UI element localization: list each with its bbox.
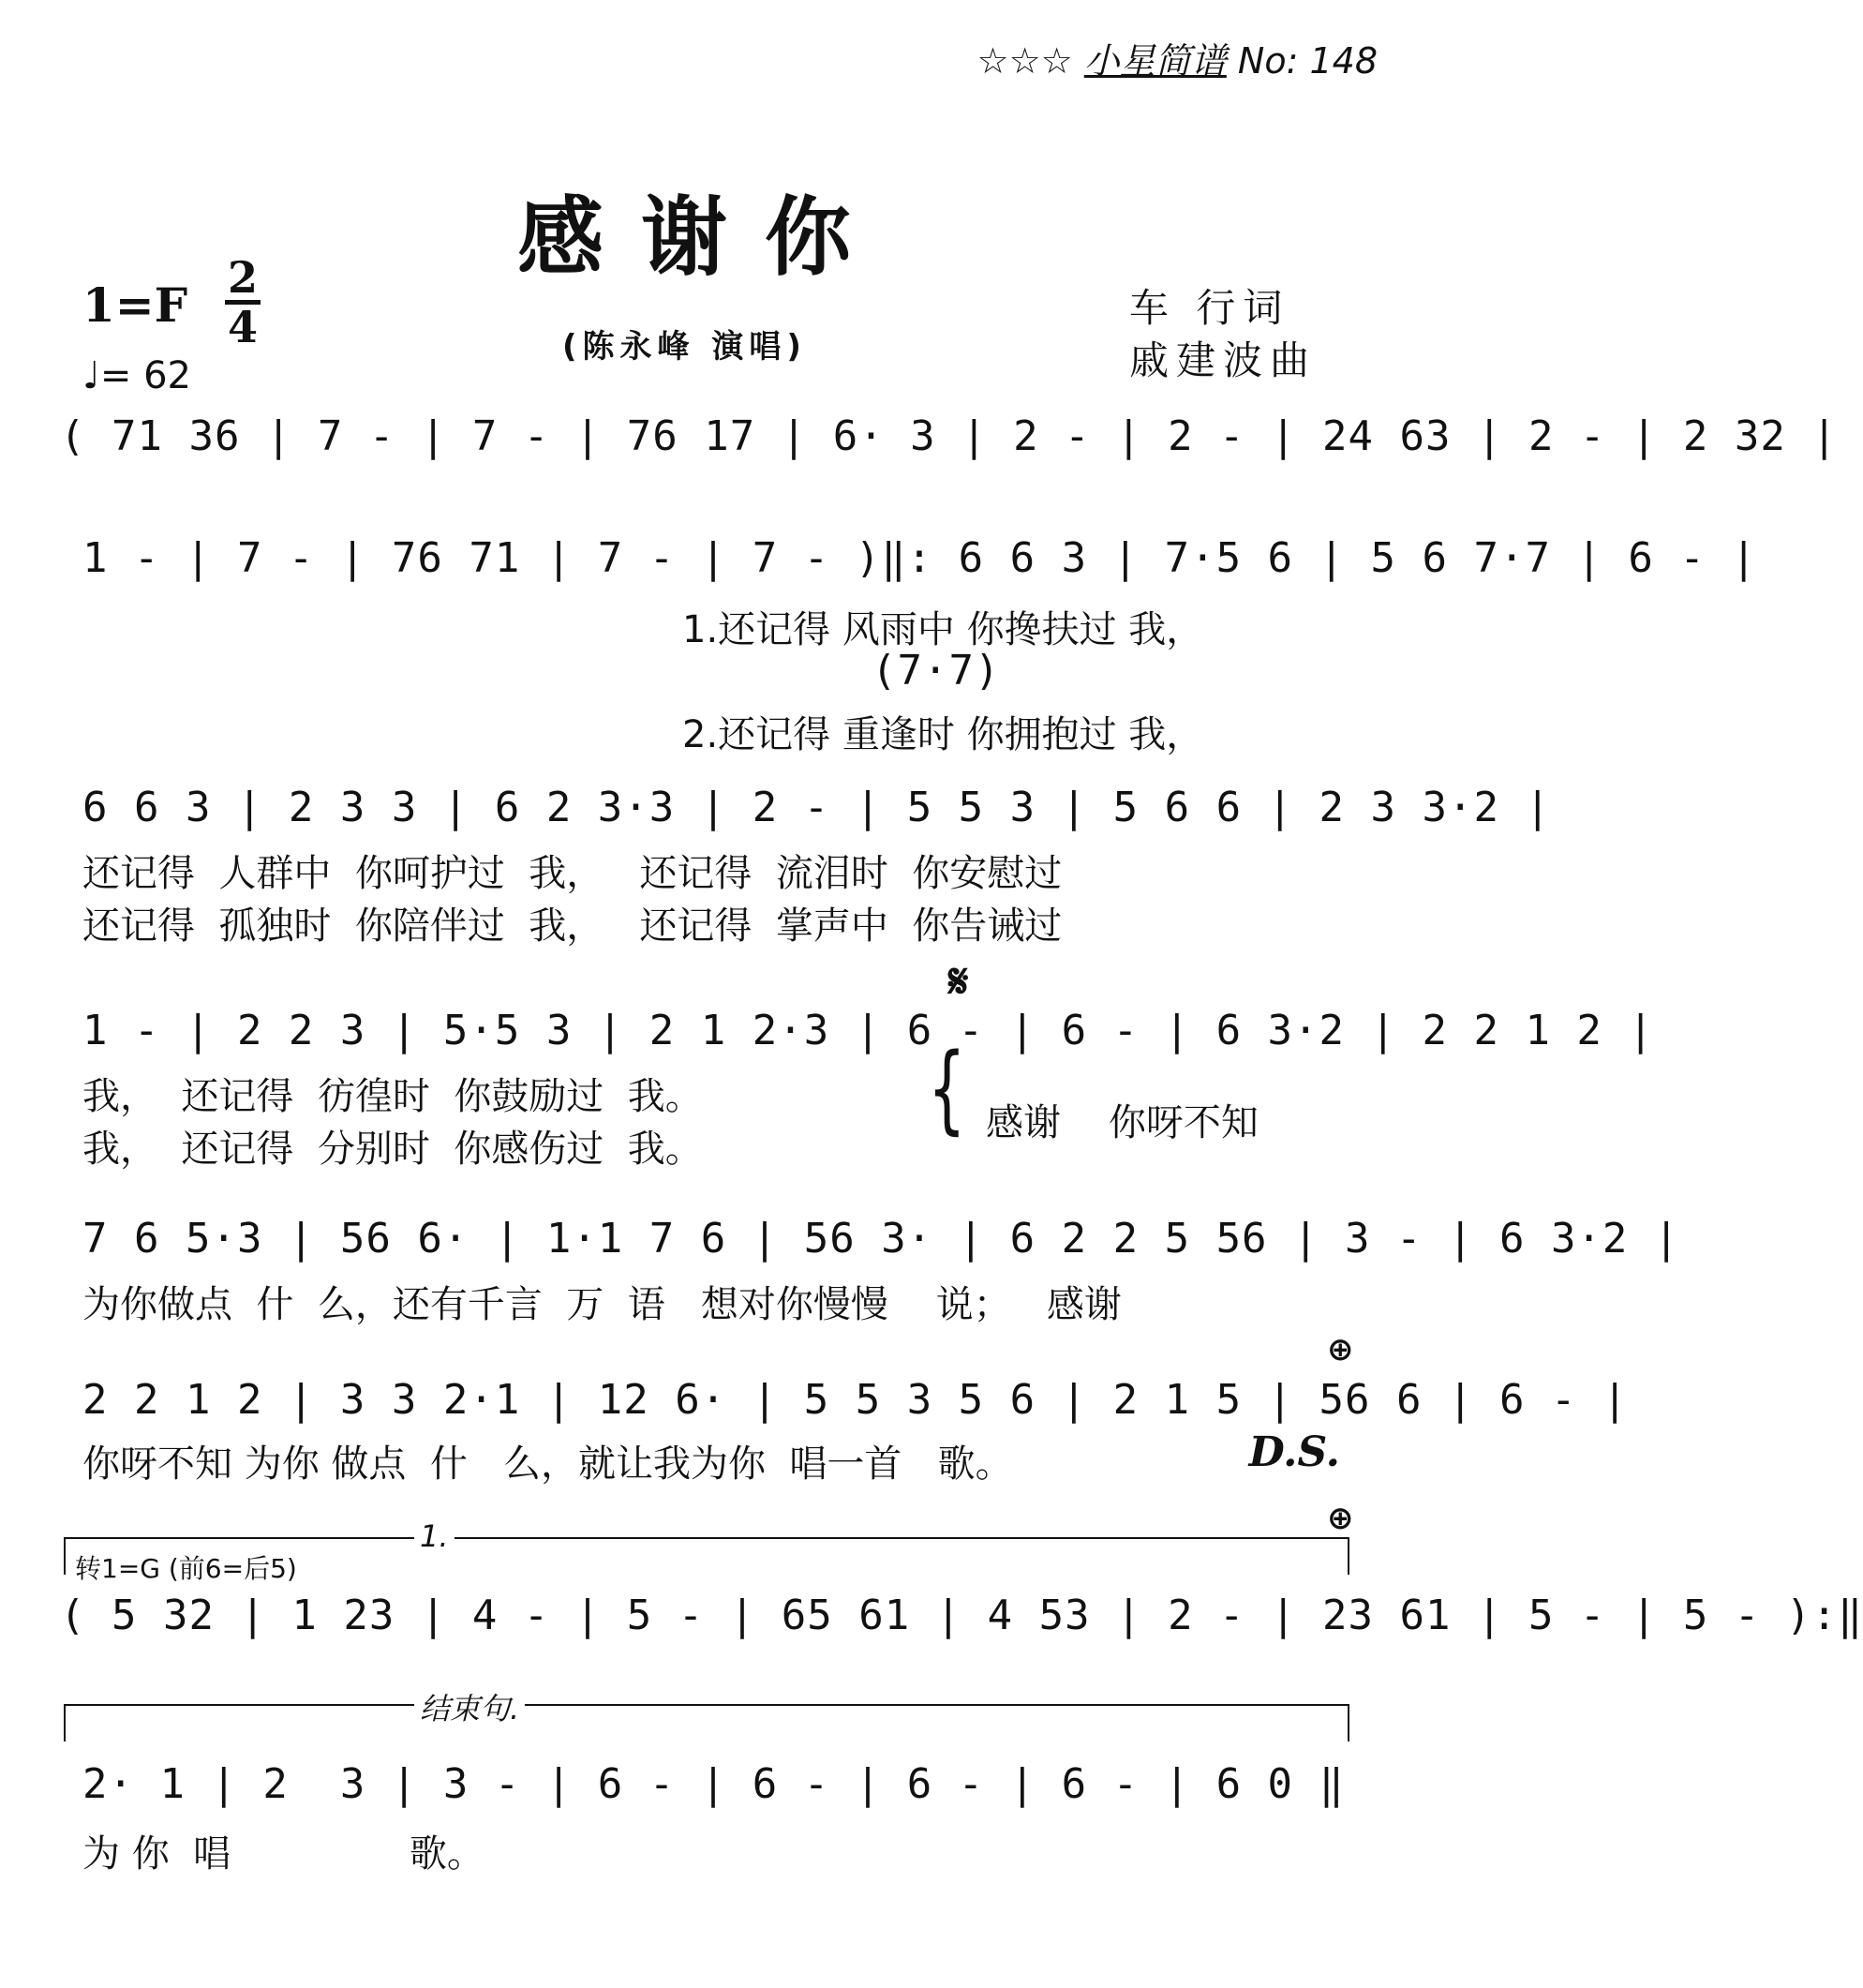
verse-1-lyric: 1.还记得 风雨中 你搀扶过 我，	[682, 608, 1204, 651]
ending-label: 结束句.	[414, 1685, 525, 1728]
volta-bracket-start	[64, 1537, 66, 1575]
coda-icon-2: ⊕	[1327, 1500, 1354, 1537]
tempo-marking	[82, 354, 191, 397]
ending-bracket-start	[64, 1704, 66, 1741]
score-line-2: 1 - | 7 - | 76 71 | 7 - | 7 - )‖: 6 6 3 | 7·5 6 | 5 6 7·7 | 6 - |	[82, 534, 1757, 582]
verse-2-lyric: 2.还记得 重逢时 你拥抱过 我，	[682, 713, 1204, 756]
score-line-5: 7 6 5·3 | 56 6· | 1·1 7 6 | 56 3· | 6 2 2 5 56 | 3 - | 6 3·2 |	[82, 1215, 1680, 1263]
volta-bracket-end	[1348, 1537, 1349, 1575]
line-6-lyric: 你呀不知 为你 做点 什 么，就让我为你 唱一首 歌。	[82, 1442, 1013, 1486]
time-signature	[225, 252, 261, 352]
dal-segno-marking: D.S.	[1248, 1428, 1340, 1476]
volta-number: 1.	[414, 1518, 455, 1554]
line-5-lyric: 为你做点 什 么，还有千言 万 语 想对你慢慢 说； 感谢	[82, 1283, 1122, 1326]
modulation-note: 转1=G (前6=后5)	[75, 1553, 297, 1584]
score-line-6: 2 2 1 2 | 3 3 2·1 | 12 6· | 5 5 3 5 6 | 2 1 5 | 56 6 | 6 - |	[82, 1376, 1629, 1424]
ending-bracket-end	[1348, 1704, 1349, 1741]
lyricist: 车 行词	[1129, 285, 1290, 331]
singer: (陈永峰 演唱)	[562, 328, 807, 366]
line-8-lyric: 为 你 唱 歌。	[82, 1832, 484, 1876]
brace-icon: {	[928, 1034, 966, 1146]
segno-icon: 𝄋	[948, 954, 969, 1009]
time-top: 2	[227, 252, 258, 303]
site-badge	[977, 32, 1379, 83]
tempo-value: = 62	[99, 354, 192, 397]
score-line-7: ( 5 32 | 1 23 | 4 - | 5 - | 65 61 | 4 53 | 2 - | 23 61 | 5 - | 5 - ):‖	[60, 1592, 1863, 1639]
coda-icon: ⊕	[1327, 1331, 1354, 1368]
time-bottom: 4	[227, 302, 258, 352]
song-title: 感谢你	[516, 187, 888, 288]
composer: 戚建波曲	[1129, 337, 1318, 383]
score-line-3: 6 6 3 | 2 3 3 | 6 2 3·3 | 2 - | 5 5 3 | 5 6 6 | 2 3 3·2 |	[82, 784, 1551, 831]
key-signature: 1=F	[82, 277, 188, 333]
quarter-note-icon: ♩	[82, 354, 100, 397]
line-4-lyric-2: 我， 还记得 分别时 你感伤过 我。	[82, 1128, 703, 1171]
line-3-lyric-2: 还记得 孤独时 你陪伴过 我， 还记得 掌声中 你告诫过	[82, 904, 1063, 948]
score-line-4: 1 - | 2 2 3 | 5·5 3 | 2 1 2·3 | 6 - | 6 - | 6 3·2 | 2 2 1 2 |	[82, 1007, 1654, 1054]
line-3-lyric-1: 还记得 人群中 你呵护过 我， 还记得 流泪时 你安慰过	[82, 852, 1063, 895]
alt-notes: (7·7)	[872, 647, 1001, 695]
stars-icon: ☆☆☆	[976, 40, 1073, 82]
ending-bracket	[64, 1704, 1349, 1706]
line-4-lyric-1: 我， 还记得 彷徨时 你鼓励过 我。	[82, 1075, 703, 1118]
score-line-8: 2· 1 | 2 3 | 3 - | 6 - | 6 - | 6 - | 6 - | 6 0 ‖	[82, 1760, 1346, 1808]
refrain-lyric: 感谢 你呀不知	[986, 1101, 1259, 1144]
site-name: 小星简谱	[1083, 40, 1227, 82]
score-number: No: 148	[1237, 40, 1378, 82]
score-line-1: ( 71 36 | 7 - | 7 - | 76 17 | 6· 3 | 2 - | 2 - | 24 63 | 2 - | 2 32 |	[60, 412, 1838, 460]
volta-bracket	[64, 1537, 1349, 1539]
